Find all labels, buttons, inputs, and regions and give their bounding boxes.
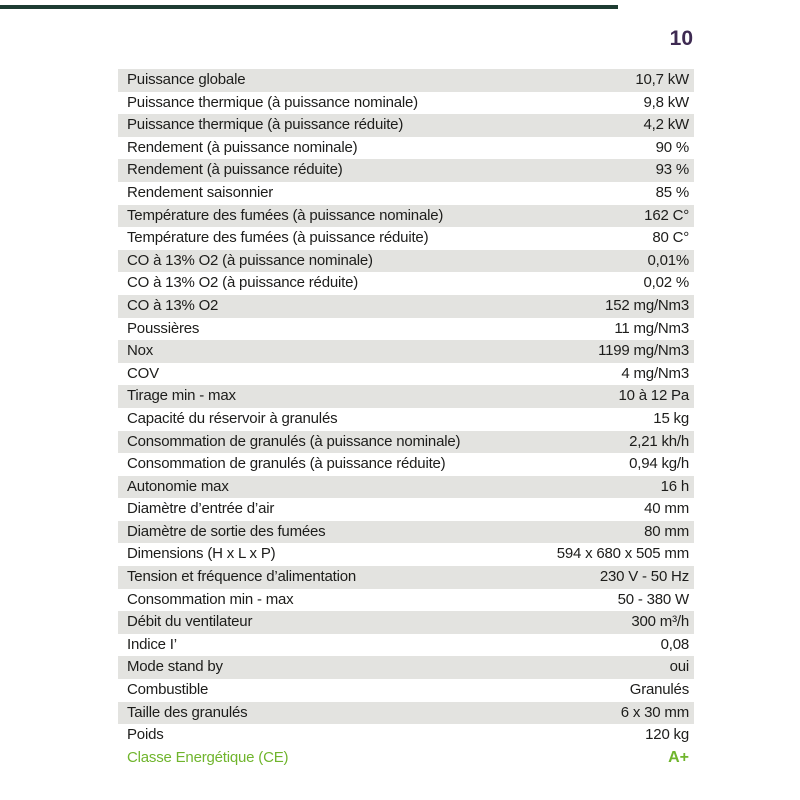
spec-label: Rendement (à puissance réduite) bbox=[127, 161, 343, 179]
table-row bbox=[118, 318, 694, 341]
table-row bbox=[118, 272, 694, 295]
spec-label: Poids bbox=[127, 726, 164, 744]
table-row bbox=[118, 521, 694, 544]
table-row bbox=[118, 634, 694, 657]
spec-value: 9,8 kW bbox=[643, 93, 689, 111]
spec-value: 300 m³/h bbox=[631, 613, 689, 631]
spec-label: Tirage min - max bbox=[127, 387, 236, 405]
table-row bbox=[118, 159, 694, 182]
table-row bbox=[118, 498, 694, 521]
table-row bbox=[118, 589, 694, 612]
table-row bbox=[118, 69, 694, 92]
table-row bbox=[118, 385, 694, 408]
table-row bbox=[118, 431, 694, 454]
table-row bbox=[118, 566, 694, 589]
spec-label: Combustible bbox=[127, 681, 209, 699]
table-row bbox=[118, 453, 694, 476]
spec-label: Dimensions (H x L x P) bbox=[127, 545, 276, 563]
spec-label: Rendement (à puissance nominale) bbox=[127, 138, 358, 156]
spec-value: 90 % bbox=[655, 138, 689, 156]
table-row bbox=[118, 205, 694, 228]
spec-label: Taille des granulés bbox=[127, 703, 248, 721]
spec-label: CO à 13% O2 (à puissance nominale) bbox=[127, 251, 373, 269]
spec-value: 40 mm bbox=[644, 500, 689, 518]
spec-value: 10 à 12 Pa bbox=[618, 387, 689, 405]
spec-value: 152 mg/Nm3 bbox=[605, 296, 689, 314]
spec-value: 16 h bbox=[660, 477, 689, 495]
table-row bbox=[118, 679, 694, 702]
table-row bbox=[118, 611, 694, 634]
spec-label: Poussières bbox=[127, 319, 200, 337]
spec-label: Indice I’ bbox=[127, 635, 177, 653]
spec-value: 93 % bbox=[655, 161, 689, 179]
spec-value: 4,2 kW bbox=[643, 116, 689, 134]
spec-label: Diamètre de sortie des fumées bbox=[127, 522, 326, 540]
spec-value: 11 mg/Nm3 bbox=[614, 319, 689, 337]
spec-label: Température des fumées (à puissance réduite) bbox=[127, 229, 429, 247]
spec-value: 50 - 380 W bbox=[617, 590, 689, 608]
spec-value: 0,94 kg/h bbox=[629, 455, 689, 473]
spec-value: A+ bbox=[668, 748, 689, 766]
spec-label: Rendement saisonnier bbox=[127, 183, 274, 201]
spec-value: 80 mm bbox=[644, 522, 689, 540]
spec-value: 15 kg bbox=[653, 409, 689, 427]
table-row bbox=[118, 702, 694, 725]
spec-value: 230 V - 50 Hz bbox=[599, 568, 689, 586]
table-row bbox=[118, 295, 694, 318]
page-number: 10 bbox=[669, 27, 693, 50]
table-row bbox=[118, 476, 694, 499]
table-row bbox=[118, 408, 694, 431]
spec-value: 10,7 kW bbox=[635, 71, 689, 88]
spec-value: Granulés bbox=[629, 681, 689, 699]
spec-value: 2,21 kh/h bbox=[629, 432, 689, 450]
table-row bbox=[118, 724, 694, 747]
spec-label: CO à 13% O2 bbox=[127, 296, 219, 314]
spec-table bbox=[118, 69, 694, 769]
table-row bbox=[118, 114, 694, 137]
spec-value: 4 mg/Nm3 bbox=[621, 364, 689, 382]
spec-value: 1199 mg/Nm3 bbox=[598, 342, 689, 360]
spec-label: Puissance thermique (à puissance nominale) bbox=[127, 93, 418, 111]
table-row bbox=[118, 363, 694, 386]
spec-label: Puissance thermique (à puissance réduite) bbox=[127, 116, 404, 134]
spec-label: Capacité du réservoir à granulés bbox=[127, 409, 338, 427]
spec-label: Puissance globale bbox=[127, 71, 246, 88]
spec-value: 120 kg bbox=[645, 726, 689, 744]
table-row bbox=[118, 656, 694, 679]
spec-label: Classe Energétique (CE) bbox=[127, 748, 289, 766]
table-row bbox=[118, 92, 694, 115]
spec-label: Mode stand by bbox=[127, 658, 223, 676]
spec-value: 162 C° bbox=[644, 206, 689, 224]
spec-value: 6 x 30 mm bbox=[620, 703, 689, 721]
spec-label: Tension et fréquence d’alimentation bbox=[127, 568, 356, 586]
spec-value: 594 x 680 x 505 mm bbox=[556, 545, 689, 563]
table-row bbox=[118, 137, 694, 160]
table-row bbox=[118, 250, 694, 273]
spec-label: Autonomie max bbox=[127, 477, 229, 495]
spec-label: COV bbox=[127, 364, 159, 382]
spec-label: Diamètre d’entrée d’air bbox=[127, 500, 275, 518]
spec-value: 0,08 bbox=[660, 635, 689, 653]
table-row bbox=[118, 182, 694, 205]
spec-label: Température des fumées (à puissance nominale) bbox=[127, 206, 444, 224]
spec-value: 85 % bbox=[655, 183, 689, 201]
spec-label: CO à 13% O2 (à puissance réduite) bbox=[127, 274, 359, 292]
spec-label: Consommation min - max bbox=[127, 590, 294, 608]
spec-value: 0,01% bbox=[647, 251, 689, 269]
spec-value: oui bbox=[669, 658, 689, 676]
header-rule bbox=[0, 5, 618, 9]
table-row bbox=[118, 747, 694, 770]
spec-value: 0,02 % bbox=[643, 274, 689, 292]
spec-label: Nox bbox=[127, 342, 154, 360]
spec-label: Débit du ventilateur bbox=[127, 613, 253, 631]
table-row bbox=[118, 227, 694, 250]
spec-value: 80 C° bbox=[652, 229, 689, 247]
table-row bbox=[118, 543, 694, 566]
spec-label: Consommation de granulés (à puissance réduite) bbox=[127, 455, 446, 473]
table-row bbox=[118, 340, 694, 363]
spec-label: Consommation de granulés (à puissance nominale) bbox=[127, 432, 461, 450]
